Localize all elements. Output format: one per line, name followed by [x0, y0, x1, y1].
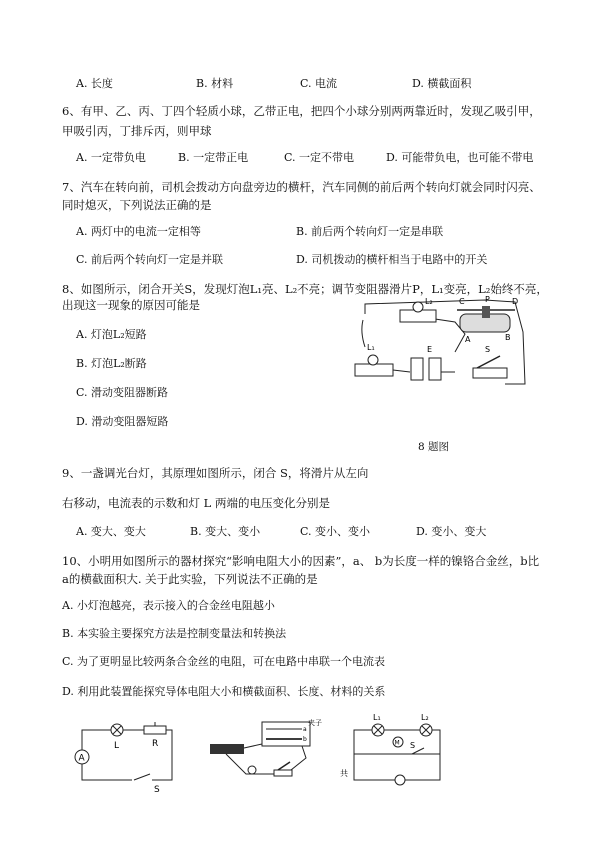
battery-cell-2: [429, 358, 441, 380]
source-symbol: [395, 775, 405, 785]
q7-option-d: D. 司机拨动的横杆相当于电路中的开关: [296, 253, 488, 266]
bulb-icon: [248, 766, 256, 774]
meter-label: M: [394, 739, 400, 747]
q7-option-c: C. 前后两个转向灯一定是并联: [76, 253, 224, 266]
q9-option-a: A. 变大、变大: [76, 525, 146, 538]
q8-circuit-figure: [345, 292, 530, 397]
q5-option-c: C. 电流: [300, 77, 338, 90]
l1-bulb: [368, 355, 378, 365]
switch-symbol: [134, 774, 150, 780]
q8-option-a: A. 灯泡L₂短路: [76, 328, 147, 341]
q7-option-b: B. 前后两个转向灯一定是串联: [296, 225, 444, 238]
ammeter-label: A: [78, 753, 85, 764]
rheostat-slider: [482, 306, 490, 318]
q6-option-b: B. 一定带正电: [178, 151, 249, 164]
switch-label: S: [410, 741, 416, 750]
q8-stem-line2: 出现这一现象的原因可能是: [62, 298, 200, 312]
rheostat-label-b: B: [505, 333, 511, 342]
q6-stem-line2: 甲吸引丙，丁排斥丙，则甲球: [62, 124, 212, 138]
q5-option-d: D. 横截面积: [412, 77, 472, 90]
q9-option-d: D. 变小、变大: [416, 525, 487, 538]
q9-dimmer-circuit-figure: [72, 722, 192, 795]
rheostat-label-p: P: [485, 295, 490, 304]
q10-stem-line1: 10、小明用如图所示的器材探究“影响电阻大小的因素”，a、 b为长度一样的镍铬合金丝，b比: [62, 554, 540, 568]
battery-label-e: E: [427, 345, 433, 354]
switch-lever: [278, 762, 290, 770]
q8-stem-line1: 8、如图所示，闭合开关S，发现灯泡L₁亮、L₂不亮；调节变阻器滑片P，L₁变亮，L₂始终不亮，: [62, 282, 548, 296]
switch-base: [274, 770, 292, 776]
wire-b-label: b: [303, 736, 307, 743]
switch-label-s: S: [485, 345, 491, 354]
switch-base: [473, 368, 507, 378]
fragment-label: 共: [340, 769, 348, 778]
l1-label: L₁: [373, 713, 381, 722]
q8-figure-caption: 8 题图: [418, 441, 450, 453]
rheostat-label-d: D: [512, 297, 519, 306]
q6-option-a: A. 一定带负电: [76, 151, 146, 164]
l1-lamp-holder: [355, 364, 393, 376]
q6-stem-line1: 6、有甲、乙、丙、丁四个轻质小球，乙带正电，把四个小球分别两两靠近时，发现乙吸引甲，: [62, 104, 541, 118]
l2-label: L₂: [425, 297, 433, 306]
switch-lever: [477, 356, 500, 368]
q6-option-c: C. 一定不带电: [284, 151, 355, 164]
battery-pack: [210, 744, 244, 754]
q5-option-a: A. 长度: [76, 77, 113, 90]
q7-stem-line1: 7、汽车在转向前，司机会拨动方向盘旁边的横杆，汽车同侧的前后两个转向灯就会同时闪亮、: [62, 180, 541, 194]
q9-option-c: C. 变小、变小: [300, 525, 371, 538]
q6-option-d: D. 可能带负电，也可能不带电: [386, 151, 534, 164]
q10-option-b: B. 本实验主要探究方法是控制变量法和转换法: [62, 627, 287, 640]
q7-stem-line2: 同时熄灭，下列说法正确的是: [62, 198, 212, 212]
q5-option-b: B. 材料: [196, 77, 234, 90]
q10-option-d: D. 利用此装置能探究导体电阻大小和横截面积、长度、材料的关系: [62, 685, 386, 698]
q11-parallel-circuit-figure: [340, 712, 455, 790]
q10-option-a: A. 小灯泡越亮，表示接入的合金丝电阻越小: [62, 599, 275, 612]
l2-label: L₂: [421, 713, 429, 722]
clip-label: 夹子: [308, 719, 322, 727]
q9-stem-line1: 9、一盏调光台灯，其原理如图所示，闭合 S，将滑片从左向: [62, 466, 369, 480]
rheostat-label-c: C: [459, 297, 465, 306]
rheostat-label: R: [152, 739, 159, 749]
q10-stem-line2: a的横截面积大. 关于此实验，下列说法不正确的是: [62, 572, 318, 586]
rheostat-label-a: A: [465, 335, 471, 344]
q9-stem-line2: 右移动，电流表的示数和灯 L 两端的电压变化分别是: [62, 496, 330, 510]
q9-option-b: B. 变大、变小: [190, 525, 261, 538]
q8-option-b: B. 灯泡L₂断路: [76, 357, 147, 370]
wire-a-label: a: [303, 726, 307, 733]
l1-label: L₁: [367, 343, 375, 352]
q8-option-c: C. 滑动变阻器断路: [76, 386, 169, 399]
q7-option-a: A. 两灯中的电流一定相等: [76, 225, 201, 238]
battery-cell-1: [411, 358, 423, 380]
q10-option-c: C. 为了更明显比较两条合金丝的电阻，可在电路中串联一个电流表: [62, 655, 386, 668]
q10-apparatus-figure: [206, 718, 321, 788]
rheostat-symbol: [144, 726, 166, 734]
q8-option-d: D. 滑动变阻器短路: [76, 415, 169, 428]
l2-bulb: [413, 302, 423, 312]
switch-label: S: [154, 785, 160, 795]
lamp-label: L: [114, 741, 120, 751]
